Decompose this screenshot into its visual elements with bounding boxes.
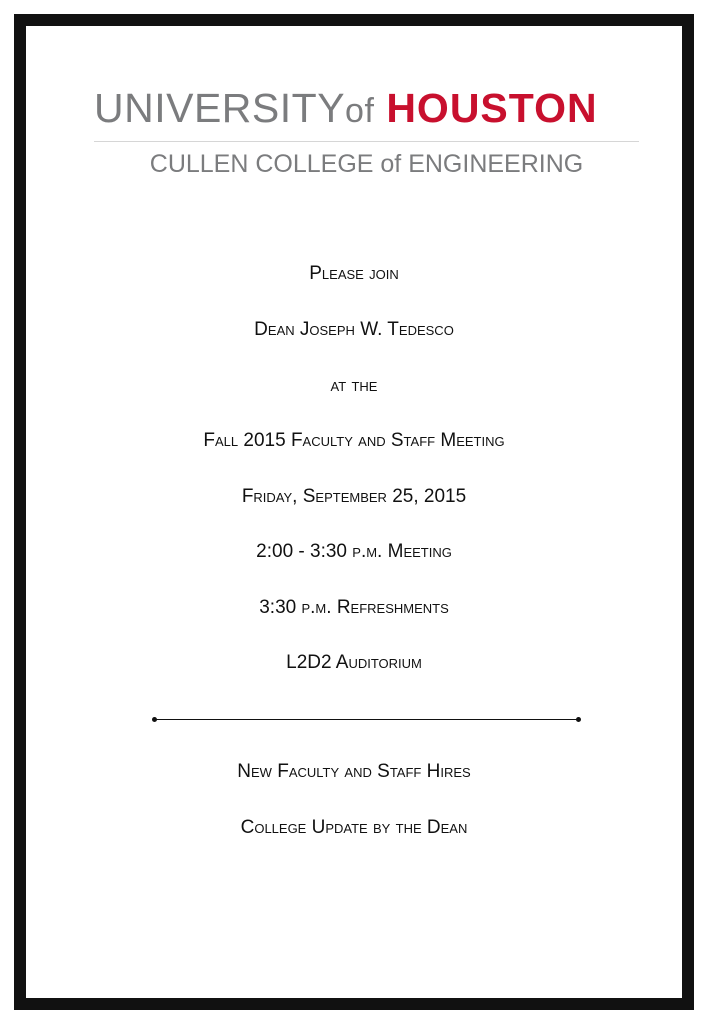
invite-please-join: Please join [309,263,399,284]
agenda-item-college-update: College Update by the Dean [240,817,468,838]
invite-host: Dean Joseph W. Tedesco [254,319,454,340]
invite-date: Friday, September 25, 2015 [241,486,467,507]
invite-location: L2D2 Auditorium [286,652,422,673]
invite-at-the: at the [330,375,378,396]
logo-wordmark [94,84,639,135]
section-divider [154,719,579,720]
logo-college-name: CULLEN COLLEGE of ENGINEERING [149,150,584,178]
invite-meeting-time: 2:00 - 3:30 p.m. Meeting [256,541,452,562]
invite-event-title: Fall 2015 Faculty and Staff Meeting [203,430,505,451]
logo-of: of [345,92,375,130]
university-logo [94,84,639,179]
logo-university: UNIVERSITY [94,85,346,131]
logo-houston: HOUSTON [386,85,598,131]
black-border-frame [14,14,694,1010]
divider-right-dot [576,717,581,722]
invite-refreshments-time: 3:30 p.m. Refreshments [259,597,449,618]
agenda-item-new-hires: New Faculty and Staff Hires [237,761,471,782]
divider-left-dot [152,717,157,722]
logo-divider [94,141,639,142]
